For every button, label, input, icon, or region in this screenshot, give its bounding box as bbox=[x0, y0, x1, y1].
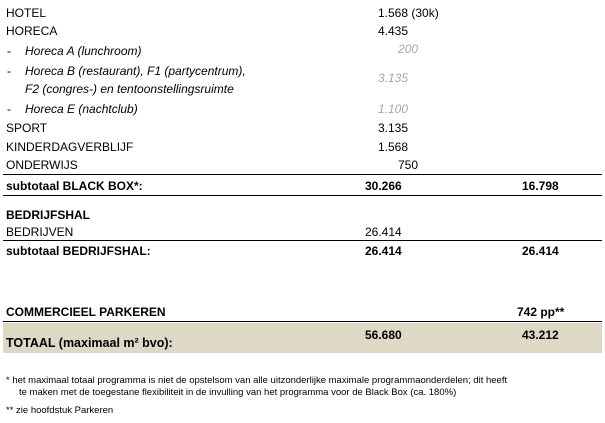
parkeren-value: 742 pp** bbox=[517, 305, 565, 319]
row-onderwijs-label: ONDERWIJS bbox=[6, 158, 78, 172]
row-kinderdag-value: 1.568 bbox=[378, 140, 409, 154]
row-hotel-value: 1.568 (30k) bbox=[378, 6, 439, 20]
row-sport-value: 3.135 bbox=[378, 121, 409, 135]
row-horeca-b-dash: - bbox=[7, 64, 11, 78]
row-horeca-a-dash: - bbox=[7, 44, 11, 58]
footnote-1-line-2: te maken met de toegestane flexibiliteit in de invulling van het programma voor de Black Box (ca. 180%) bbox=[19, 387, 457, 398]
row-onderwijs-value: 750 bbox=[398, 158, 419, 172]
row-horeca-b-label-2: F2 (congres-) en tentoonstellingsruimte bbox=[25, 82, 234, 96]
row-horeca-a-value: 200 bbox=[398, 42, 419, 56]
subtotal-bedrijfshal-value-1: 26.414 bbox=[365, 244, 402, 258]
subtotal-blackbox-value-2: 16.798 bbox=[522, 179, 559, 193]
subtotal-blackbox-label: subtotaal BLACK BOX*: bbox=[6, 179, 143, 193]
totaal-value-2: 43.212 bbox=[522, 328, 559, 342]
subtotal-bedrijfshal-value-2: 26.414 bbox=[522, 244, 559, 258]
bedrijven-label: BEDRIJVEN bbox=[6, 225, 74, 239]
row-horeca-e-value: 1.100 bbox=[378, 102, 409, 116]
footnote-2: ** zie hoofdstuk Parkeren bbox=[6, 405, 114, 416]
divider bbox=[3, 174, 602, 175]
row-horeca-b-value: 3.135 bbox=[378, 71, 409, 85]
row-horeca-a-label: Horeca A (lunchroom) bbox=[25, 44, 142, 58]
row-horeca-b-label-1: Horeca B (restaurant), F1 (partycentrum), bbox=[25, 64, 246, 78]
totaal-label: TOTAAL (maximaal m² bvo): bbox=[6, 336, 173, 350]
divider bbox=[3, 195, 602, 196]
row-horeca-label: HORECA bbox=[6, 24, 58, 38]
divider bbox=[3, 240, 602, 241]
parkeren-label: COMMERCIEEL PARKEREN bbox=[6, 305, 166, 319]
row-horeca-value: 4.435 bbox=[378, 24, 409, 38]
row-sport-label: SPORT bbox=[6, 121, 48, 135]
footnote-1-line-1: * het maximaal totaal programma is niet de opstelsom van alle uitzonderlijke maximale programmaonderdelen; dit heeft bbox=[6, 375, 508, 386]
subtotal-blackbox-value-1: 30.266 bbox=[365, 179, 402, 193]
totaal-value-1: 56.680 bbox=[365, 328, 402, 342]
bedrijven-value: 26.414 bbox=[365, 225, 402, 239]
row-horeca-e-label: Horeca E (nachtclub) bbox=[25, 102, 138, 116]
bedrijfshal-heading: BEDRIJFSHAL bbox=[6, 208, 91, 222]
subtotal-bedrijfshal-label: subtotaal BEDRIJFSHAL: bbox=[6, 244, 151, 258]
row-hotel-label: HOTEL bbox=[6, 6, 47, 20]
divider bbox=[3, 321, 602, 322]
row-kinderdag-label: KINDERDAGVERBLIJF bbox=[6, 140, 134, 154]
row-horeca-e-dash: - bbox=[7, 102, 11, 116]
